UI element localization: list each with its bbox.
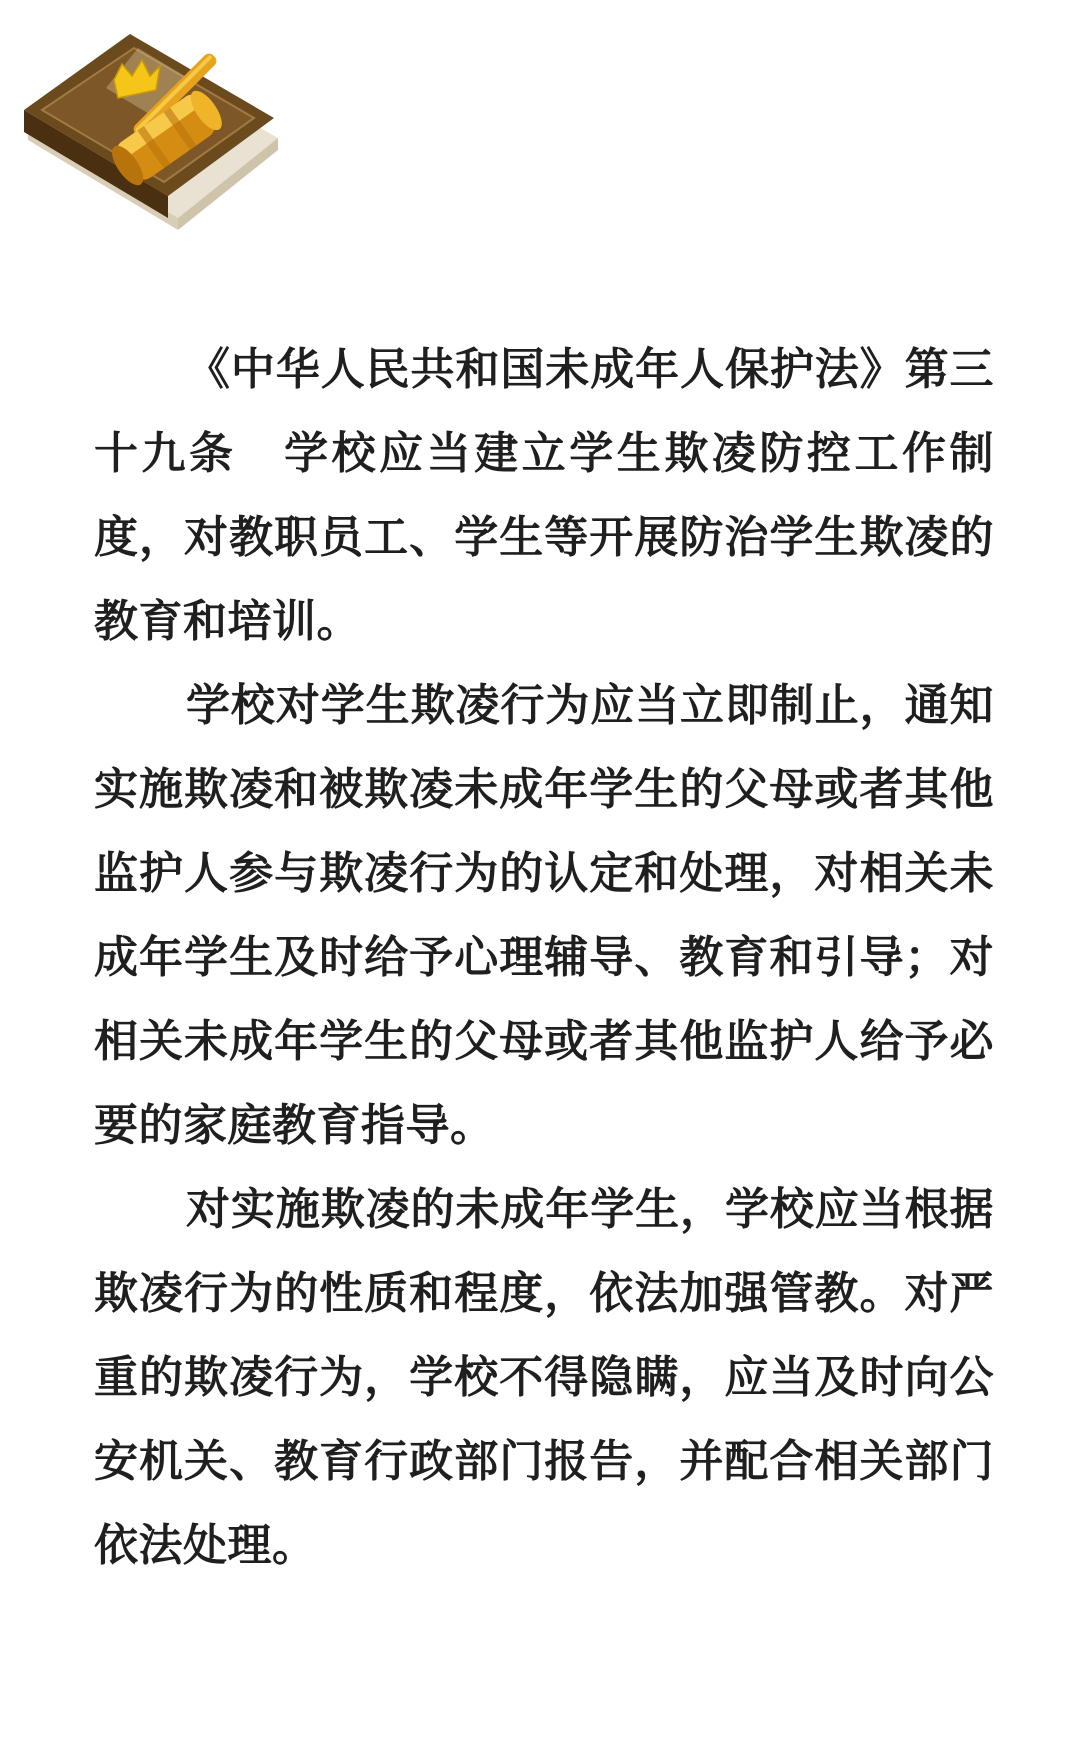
gavel-on-law-book-icon — [18, 18, 308, 248]
law-article — [94, 328, 994, 1588]
gavel-book-illustration — [18, 18, 308, 248]
article-paragraph: 学校对学生欺凌行为应当立即制止，通知实施欺凌和被欺凌未成年学生的父母或者其他监护人参与欺凌行为的认定和处理，对相关未成年学生及时给予心理辅导、教育和引导；对相关未成年学生的父母或者其他监护人给予必要的家庭教育指导。 — [94, 680, 994, 1151]
article-paragraph: 对实施欺凌的未成年学生，学校应当根据欺凌行为的性质和程度，依法加强管教。对严重的欺凌行为，学校不得隐瞒，应当及时向公安机关、教育行政部门报告，并配合相关部门依法处理。 — [94, 1184, 994, 1571]
article-paragraph: 《中华人民共和国未成年人保护法》第三十九条 学校应当建立学生欺凌防控工作制度，对教职员工、学生等开展防治学生欺凌的教育和培训。 — [94, 344, 994, 647]
